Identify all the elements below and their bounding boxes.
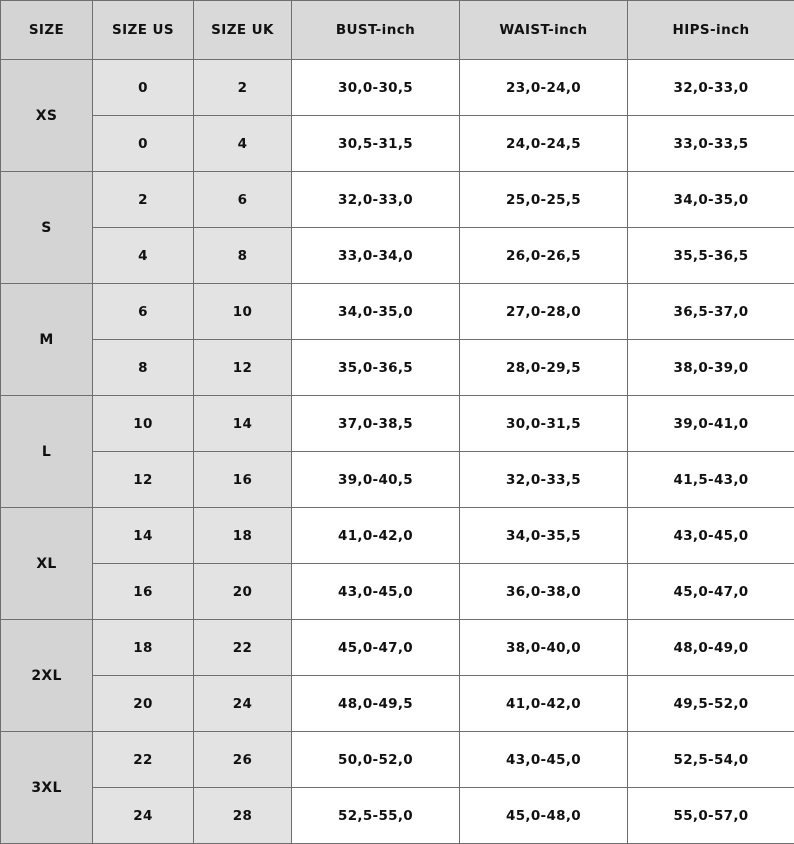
- cell-size-us: 24: [93, 788, 194, 844]
- table-row: [1, 676, 794, 732]
- table-row: [1, 116, 794, 172]
- cell-size-uk: 6: [194, 172, 292, 228]
- cell-hips: 39,0-41,0: [628, 396, 794, 452]
- cell-size-us: 6: [93, 284, 194, 340]
- size-group-label: S: [1, 172, 93, 284]
- cell-hips: 35,5-36,5: [628, 228, 794, 284]
- cell-size-us: 0: [93, 60, 194, 116]
- table-row: [1, 396, 794, 452]
- cell-size-uk: 18: [194, 508, 292, 564]
- cell-waist: 30,0-31,5: [460, 396, 628, 452]
- cell-hips: 49,5-52,0: [628, 676, 794, 732]
- size-group-label: 2XL: [1, 620, 93, 732]
- cell-waist: 25,0-25,5: [460, 172, 628, 228]
- cell-hips: 32,0-33,0: [628, 60, 794, 116]
- table-row: [1, 228, 794, 284]
- size-group-label: M: [1, 284, 93, 396]
- column-header-hips: HIPS-inch: [628, 1, 794, 60]
- cell-waist: 27,0-28,0: [460, 284, 628, 340]
- cell-size-uk: 22: [194, 620, 292, 676]
- table-row: [1, 284, 794, 340]
- cell-size-us: 2: [93, 172, 194, 228]
- cell-size-us: 12: [93, 452, 194, 508]
- table-body: [1, 60, 794, 844]
- cell-bust: 37,0-38,5: [292, 396, 460, 452]
- cell-size-us: 16: [93, 564, 194, 620]
- cell-waist: 38,0-40,0: [460, 620, 628, 676]
- cell-size-uk: 28: [194, 788, 292, 844]
- cell-bust: 35,0-36,5: [292, 340, 460, 396]
- cell-bust: 45,0-47,0: [292, 620, 460, 676]
- cell-size-uk: 20: [194, 564, 292, 620]
- column-header-size-uk: SIZE UK: [194, 1, 292, 60]
- column-header-size: SIZE: [1, 1, 93, 60]
- cell-size-us: 8: [93, 340, 194, 396]
- cell-bust: 32,0-33,0: [292, 172, 460, 228]
- column-header-waist: WAIST-inch: [460, 1, 628, 60]
- cell-bust: 41,0-42,0: [292, 508, 460, 564]
- cell-size-us: 10: [93, 396, 194, 452]
- table-row: [1, 508, 794, 564]
- cell-waist: 32,0-33,5: [460, 452, 628, 508]
- cell-waist: 26,0-26,5: [460, 228, 628, 284]
- cell-size-uk: 2: [194, 60, 292, 116]
- size-group-label: XS: [1, 60, 93, 172]
- cell-size-uk: 14: [194, 396, 292, 452]
- table-row: [1, 788, 794, 844]
- cell-size-us: 4: [93, 228, 194, 284]
- table-row: [1, 172, 794, 228]
- cell-hips: 38,0-39,0: [628, 340, 794, 396]
- cell-hips: 52,5-54,0: [628, 732, 794, 788]
- header-row: [1, 1, 794, 60]
- table-row: [1, 564, 794, 620]
- table-header: [1, 1, 794, 60]
- cell-bust: 30,0-30,5: [292, 60, 460, 116]
- cell-size-uk: 26: [194, 732, 292, 788]
- cell-size-uk: 16: [194, 452, 292, 508]
- cell-bust: 33,0-34,0: [292, 228, 460, 284]
- cell-hips: 36,5-37,0: [628, 284, 794, 340]
- cell-size-uk: 12: [194, 340, 292, 396]
- cell-waist: 45,0-48,0: [460, 788, 628, 844]
- cell-hips: 33,0-33,5: [628, 116, 794, 172]
- cell-size-us: 20: [93, 676, 194, 732]
- cell-waist: 28,0-29,5: [460, 340, 628, 396]
- cell-size-us: 22: [93, 732, 194, 788]
- cell-waist: 36,0-38,0: [460, 564, 628, 620]
- cell-waist: 23,0-24,0: [460, 60, 628, 116]
- table-row: [1, 452, 794, 508]
- cell-waist: 34,0-35,5: [460, 508, 628, 564]
- table-row: [1, 732, 794, 788]
- cell-size-uk: 8: [194, 228, 292, 284]
- column-header-bust: BUST-inch: [292, 1, 460, 60]
- cell-size-us: 18: [93, 620, 194, 676]
- cell-hips: 45,0-47,0: [628, 564, 794, 620]
- size-group-label: L: [1, 396, 93, 508]
- cell-size-uk: 24: [194, 676, 292, 732]
- cell-bust: 50,0-52,0: [292, 732, 460, 788]
- cell-waist: 24,0-24,5: [460, 116, 628, 172]
- size-group-label: XL: [1, 508, 93, 620]
- cell-bust: 43,0-45,0: [292, 564, 460, 620]
- cell-size-uk: 10: [194, 284, 292, 340]
- cell-bust: 48,0-49,5: [292, 676, 460, 732]
- cell-hips: 41,5-43,0: [628, 452, 794, 508]
- cell-bust: 30,5-31,5: [292, 116, 460, 172]
- cell-bust: 39,0-40,5: [292, 452, 460, 508]
- cell-hips: 48,0-49,0: [628, 620, 794, 676]
- cell-bust: 52,5-55,0: [292, 788, 460, 844]
- cell-hips: 55,0-57,0: [628, 788, 794, 844]
- table-row: [1, 340, 794, 396]
- cell-hips: 34,0-35,0: [628, 172, 794, 228]
- cell-hips: 43,0-45,0: [628, 508, 794, 564]
- table-row: [1, 60, 794, 116]
- cell-waist: 41,0-42,0: [460, 676, 628, 732]
- table-row: [1, 620, 794, 676]
- cell-size-us: 14: [93, 508, 194, 564]
- cell-size-us: 0: [93, 116, 194, 172]
- cell-size-uk: 4: [194, 116, 292, 172]
- size-group-label: 3XL: [1, 732, 93, 844]
- cell-waist: 43,0-45,0: [460, 732, 628, 788]
- cell-bust: 34,0-35,0: [292, 284, 460, 340]
- column-header-size-us: SIZE US: [93, 1, 194, 60]
